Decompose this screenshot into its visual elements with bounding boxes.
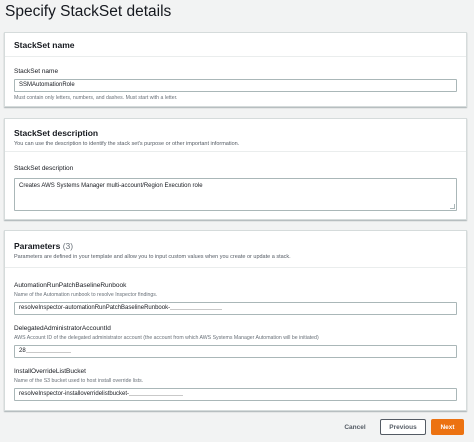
- parameter-label: InstallOverrideListBucket: [14, 368, 86, 375]
- stackset-description-panel: [4, 118, 467, 220]
- parameter-label: AutomationRunPatchBaselineRunbook: [14, 282, 127, 289]
- previous-button[interactable]: Previous: [380, 419, 426, 435]
- panel-description: You can use the description to identify the stack set's purpose or other important information.: [14, 141, 240, 147]
- parameter-label: DelegatedAdministratorAccountId: [14, 325, 111, 332]
- parameters-heading: Parameters: [14, 241, 61, 251]
- parameter-description: Name of the S3 bucket used to host install override lists.: [14, 378, 144, 384]
- cancel-button[interactable]: Cancel: [334, 419, 376, 435]
- panel-title: StackSet name: [14, 40, 75, 50]
- parameters-panel: [4, 230, 467, 411]
- input-value: 28: [19, 348, 26, 354]
- parameter-description: Name of the Automation runbook to resolve Inspector findings.: [14, 292, 158, 298]
- stackset-name-input[interactable]: SSMAutomationRole: [14, 79, 457, 92]
- panel-header: [5, 231, 466, 268]
- panel-title: [14, 241, 457, 251]
- redacted-value: [170, 305, 222, 310]
- stackset-name-label: StackSet name: [14, 68, 59, 75]
- parameter-input-runbook[interactable]: [14, 302, 457, 315]
- input-value: resolveInspector-installoverridelistbucket-: [19, 391, 130, 397]
- input-value: resolveInspector-automationRunPatchBaselineRunbook-: [19, 305, 171, 311]
- stackset-description-value: Creates AWS Systems Manager multi-account/Region Execution role: [19, 183, 203, 189]
- stackset-name-panel: [4, 32, 467, 107]
- page-title: Specify StackSet details: [5, 3, 172, 20]
- parameters-count: (3): [62, 241, 74, 251]
- stackset-description-label: StackSet description: [14, 165, 74, 172]
- resize-handle-icon[interactable]: [450, 204, 455, 209]
- next-button[interactable]: Next: [431, 419, 464, 435]
- redacted-value: [26, 348, 71, 353]
- redacted-value: [129, 391, 183, 396]
- panel-header: [5, 119, 466, 152]
- parameter-input-override-bucket[interactable]: [14, 388, 457, 401]
- parameter-description: AWS Account ID of the delegated administrator account (the account from which AWS Systems Manager Automation will be initiated): [14, 335, 319, 341]
- stackset-description-textarea[interactable]: [14, 178, 457, 211]
- panel-header: [5, 33, 466, 57]
- panel-description: Parameters are defined in your template and allow you to input custom values when you create or update a stack.: [14, 254, 291, 260]
- panel-title: StackSet description: [14, 128, 99, 138]
- parameter-input-account-id[interactable]: [14, 345, 457, 358]
- stackset-name-hint: Must contain only letters, numbers, and dashes. Must start with a letter.: [14, 95, 178, 101]
